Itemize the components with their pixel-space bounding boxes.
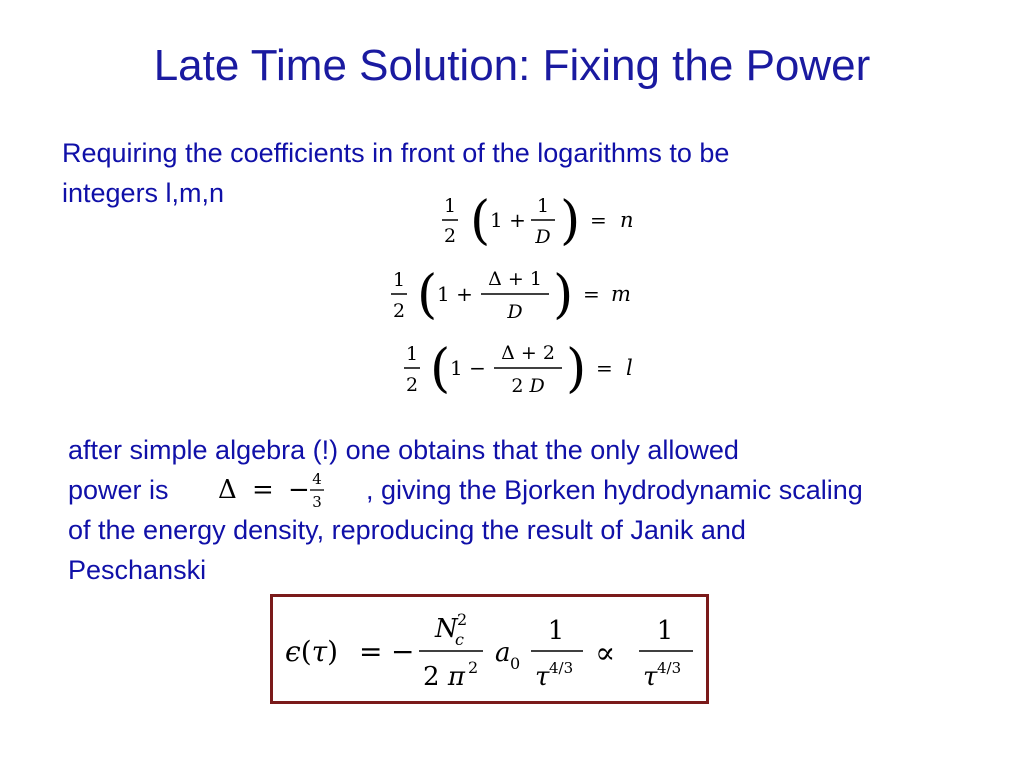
svg-text:2 D: 2 D [511, 375, 545, 397]
delta-formula [216, 468, 346, 514]
svg-text:0: 0 [510, 654, 521, 673]
result-formula-box [270, 594, 709, 704]
equation-n-fraction [531, 195, 555, 248]
svg-text:1: 1 [536, 195, 550, 217]
svg-text:n: n [620, 208, 634, 232]
body-paragraph [68, 430, 1008, 590]
svg-text:τ: τ [643, 662, 658, 692]
left-paren: ( [470, 191, 491, 251]
svg-text:2 π: 2 π [423, 662, 465, 692]
equation-m-fraction [481, 268, 549, 323]
slide-title: Late Time Solution: Fixing the Power [153, 41, 871, 90]
svg-text:Δ + 1: Δ + 1 [488, 268, 542, 290]
body-line-4: Peschanski [68, 555, 207, 585]
svg-text:l: l [626, 356, 633, 380]
svg-text:2: 2 [468, 658, 479, 677]
svg-text:1 +: 1 + [490, 208, 526, 232]
svg-text:2: 2 [405, 374, 419, 396]
left-paren: ( [430, 339, 451, 399]
svg-text:−: − [288, 475, 310, 505]
svg-text:ϵ(τ): ϵ(τ) [285, 635, 339, 668]
equation-m [385, 260, 655, 332]
svg-text:4/3: 4/3 [549, 659, 574, 677]
svg-text:−: − [391, 635, 415, 668]
svg-text:1: 1 [656, 616, 674, 646]
svg-text:τ: τ [535, 662, 550, 692]
svg-text:D: D [507, 301, 523, 323]
svg-text:1: 1 [443, 195, 457, 217]
svg-text:1: 1 [547, 616, 565, 646]
svg-text:1: 1 [392, 269, 406, 291]
intro-line-1: Requiring the coefficients in front of the logarithms to be [62, 138, 730, 168]
svg-text:m: m [611, 282, 631, 306]
left-paren: ( [417, 265, 438, 325]
intro-line-2: integers l,m,n [62, 178, 225, 208]
nc-fraction [419, 610, 483, 692]
equation-n-prefactor [442, 195, 458, 247]
svg-text:∝: ∝ [595, 636, 616, 671]
svg-text:=: = [359, 635, 383, 668]
svg-text:N: N [435, 614, 458, 644]
right-paren: ) [566, 339, 587, 399]
equation-l-fraction [494, 342, 562, 397]
svg-text:1: 1 [405, 343, 419, 365]
svg-text:D: D [535, 226, 551, 248]
svg-text:4: 4 [312, 470, 322, 488]
svg-text:4/3: 4/3 [657, 659, 682, 677]
body-line-3: of the energy density, reproducing the result of Janik and [68, 515, 746, 545]
right-paren: ) [553, 265, 574, 325]
energy-density-formula [273, 597, 706, 701]
svg-text:=: = [596, 356, 613, 380]
svg-text:1 +: 1 + [437, 282, 473, 306]
tau-fraction-2 [639, 616, 693, 692]
body-line-2-before: power is [68, 475, 169, 505]
svg-text:Δ: Δ [218, 475, 237, 505]
equation-n [430, 188, 650, 258]
svg-text:2: 2 [392, 300, 406, 322]
svg-text:1 −: 1 − [450, 356, 486, 380]
equation-m-prefactor [391, 269, 407, 322]
equation-l-prefactor [404, 343, 420, 396]
svg-text:=: = [590, 208, 607, 232]
equation-l [398, 334, 658, 406]
tau-fraction-1 [531, 616, 583, 692]
right-paren: ) [560, 191, 581, 251]
body-line-1: after simple algebra (!) one obtains that the only allowed [68, 435, 739, 465]
svg-text:=: = [252, 475, 274, 505]
svg-text:=: = [583, 282, 600, 306]
svg-text:3: 3 [312, 493, 322, 511]
svg-text:a: a [495, 638, 511, 668]
svg-text:2: 2 [443, 225, 457, 247]
body-line-2 [68, 470, 1008, 510]
svg-text:2: 2 [457, 610, 468, 629]
body-line-2-after: , giving the Bjorken hydrodynamic scaling [366, 475, 863, 505]
svg-text:Δ + 2: Δ + 2 [501, 342, 555, 364]
svg-text:c: c [455, 630, 464, 649]
